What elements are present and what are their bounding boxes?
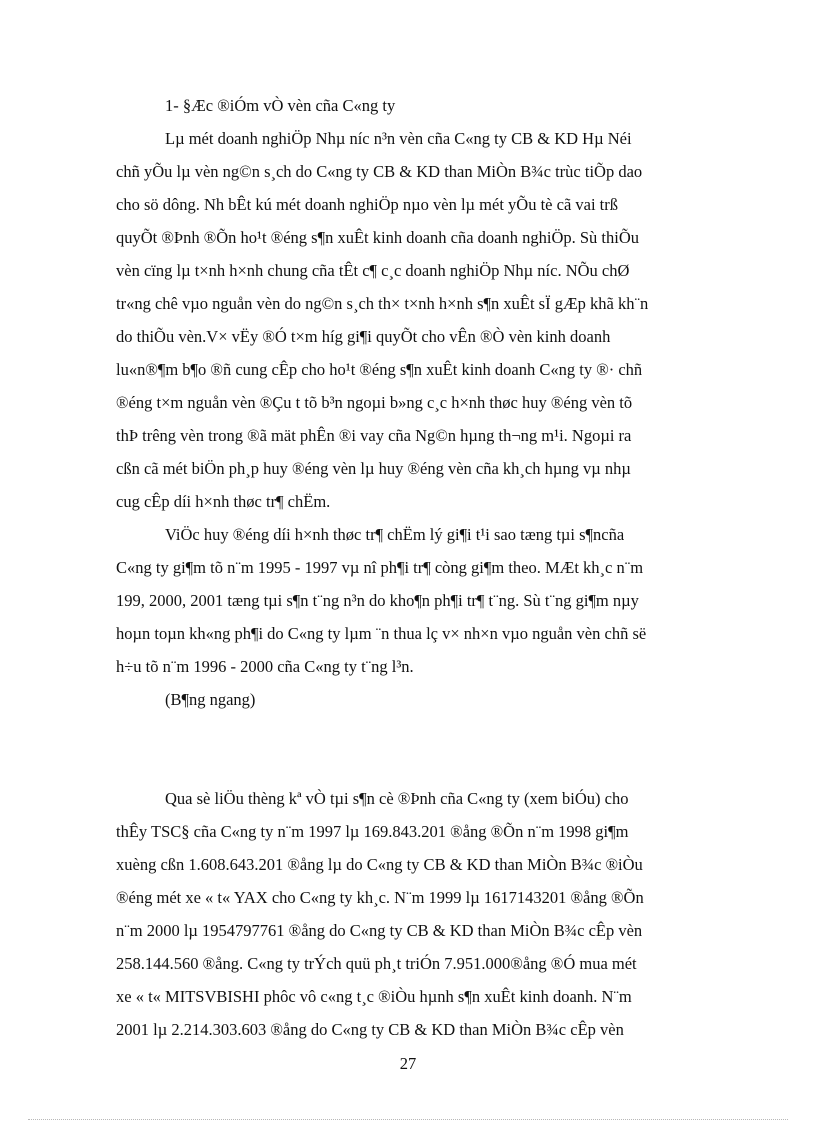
paragraph-1-line: do thiÕu vèn.V× vËy ®Ó t×m híg gi¶i quyÕt cho vÊn ®Ò vèn kinh doanh xyxy=(116,327,611,346)
page-bottom-divider xyxy=(28,1119,788,1120)
paragraph-2-line: 199, 2000, 2001 tæng tµi s¶n t¨ng n³n do kho¶n ph¶i tr¶ t¨ng. Sù t¨ng gi¶m nµy xyxy=(116,591,639,610)
paragraph-3-line: Qua sè liÖu thèng kª vÒ tµi s¶n cè ®Þnh cña C«ng ty (xem biÓu) cho xyxy=(165,789,629,808)
paragraph-3-line: n¨m 2000 lµ 1954797761 ®ång do C«ng ty CB & KD than MiÒn B¾c cÊp vèn xyxy=(116,921,643,940)
paragraph-3-line: 258.144.560 ®ång. C«ng ty trÝch quü ph¸t triÓn 7.951.000®ång ®Ó mua mét xyxy=(116,954,637,973)
paragraph-1-line: ®éng t×m nguån vèn ®Çu t tõ b³n ngoµi b»ng c¸c h×nh thøc huy ®éng vèn tõ xyxy=(116,393,633,412)
paragraph-2-line: C«ng ty gi¶m tõ n¨m 1995 - 1997 vµ nî ph¶i tr¶ còng gi¶m theo. MÆt kh¸c n¨m xyxy=(116,558,644,577)
paragraph-2-line: h÷u tõ n¨m 1996 - 2000 cña C«ng ty t¨ng l³n. xyxy=(116,657,414,676)
paragraph-3-line: ®éng mét xe « t« YAX cho C«ng ty kh¸c. N¨m 1999 lµ 1617143201 ®ång ®Õn xyxy=(116,888,644,907)
page-number: 27 xyxy=(399,1054,417,1073)
paragraph-3-line: thÊy TSC§ cña C«ng ty n¨m 1997 lµ 169.843.201 ®ång ®Õn n¨m 1998 gi¶m xyxy=(116,822,629,841)
paragraph-2-line: hoµn toµn kh«ng ph¶i do C«ng ty lµm ¨n thua lç v× nh×n vµo nguån vèn chñ së xyxy=(116,624,647,643)
paragraph-1-line: cug cÊp díi h×nh thøc tr¶ chËm. xyxy=(116,492,331,511)
section-heading: 1- §Æc ®iÓm vÒ vèn cña C«ng ty xyxy=(165,96,396,115)
paragraph-3-line: 2001 lµ 2.214.303.603 ®ång do C«ng ty CB & KD than MiÒn B¾c cÊp vèn xyxy=(116,1020,624,1039)
paragraph-3-line: xuèng cßn 1.608.643.201 ®ång lµ do C«ng ty CB & KD than MiÒn B¾c ®iÒu xyxy=(116,855,643,874)
paragraph-1-line: vèn cïng lµ t×nh h×nh chung cña tÊt c¶ c¸c doanh nghiÖp Nhµ níc. NÕu chØ xyxy=(116,261,630,280)
paragraph-1-line: chñ yÕu lµ vèn ng©n s¸ch do C«ng ty CB & KD than MiÒn B¾c trùc tiÕp dao xyxy=(116,162,643,181)
paragraph-3-line: xe « t« MITSVBISHI phôc vô c«ng t¸c ®iÒu hµnh s¶n xuÊt kinh doanh. N¨m xyxy=(116,987,632,1006)
paragraph-1-line: Lµ mét doanh nghiÖp Nhµ níc n³n vèn cña C«ng ty CB & KD Hµ Néi xyxy=(165,129,632,148)
paragraph-1-line: cho sö dông. Nh bÊt kú mét doanh nghiÖp nµo vèn lµ mét yÕu tè cã vai trß xyxy=(116,195,619,214)
paragraph-1-line: tr«ng chê vµo nguån vèn do ng©n s¸ch th× t×nh h×nh s¶n xuÊt sÏ gÆp khã kh¨n xyxy=(116,294,649,313)
paragraph-1-line: thÞ trêng vèn trong ®ã mät phÊn ®i vay cña Ng©n hµng th¬ng m¹i. Ngoµi ra xyxy=(116,426,632,445)
paragraph-1-line: quyÕt ®Þnh ®Õn ho¹t ®éng s¶n xuÊt kinh doanh cña doanh nghiÖp. Sù thiÕu xyxy=(116,228,640,247)
paragraph-1-line: lu«n®¶m b¶o ®ñ cung cÊp cho ho¹t ®éng s¶n xuÊt kinh doanh C«ng ty ®· chñ xyxy=(116,360,643,379)
paragraph-1-line: cßn cã mét biÖn ph¸p huy ®éng vèn lµ huy ®éng vèn cña kh¸ch hµng vµ nhµ xyxy=(116,459,631,478)
paragraph-2-line: ViÖc huy ®éng díi h×nh thøc tr¶ chËm lý gi¶i t¹i sao tæng tµi s¶ncña xyxy=(165,525,625,544)
table-note: (B¶ng ngang) xyxy=(165,690,256,709)
